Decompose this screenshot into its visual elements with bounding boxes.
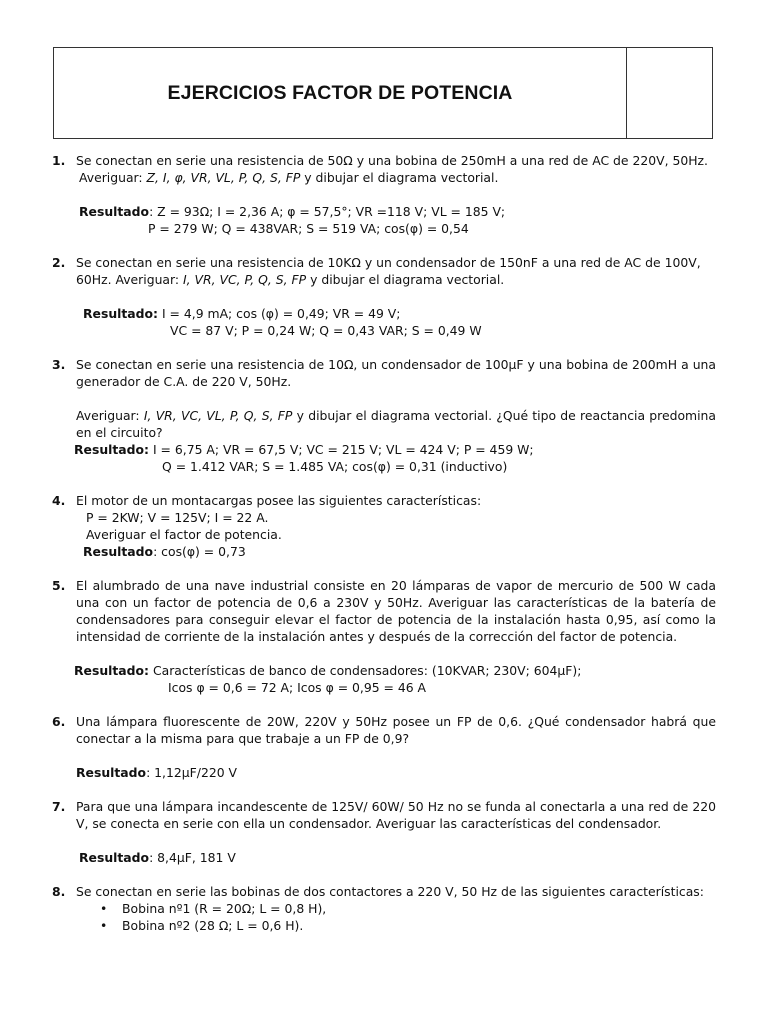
exercise-text: 60Hz. Averiguar: I, VR, VC, P, Q, S, FP y dibujar el diagrama vectorial. — [76, 272, 505, 287]
result-line: VC = 87 V; P = 0,24 W; Q = 0,43 VAR; S = 0,49 W — [170, 323, 482, 338]
exercise-number: 1. — [52, 153, 66, 168]
exercise-number: 6. — [52, 714, 66, 729]
exercise-3 — [52, 356, 716, 475]
result: Resultado: I = 6,75 A; VR = 67,5 V; VC = 215 V; VL = 424 V; P = 459 W; — [74, 442, 534, 457]
result-label: Resultado: — [74, 663, 150, 678]
result-line: Q = 1.412 VAR; S = 1.485 VA; cos(φ) = 0,31 (inductivo) — [162, 459, 508, 474]
exercise-text: El alumbrado de una nave industrial consiste en 20 lámparas de vapor de mercurio de 500 W cada una con un factor de potencia de 0,6 a 230V y 50Hz. Averiguar las características de la batería de condensadores para conseguir elevar el factor de potencia de la instalación hasta 0,95, así como la intensidad de corriente de la instalación antes y después de la corrección del factor de potencia. — [76, 578, 716, 644]
exercise-5 — [52, 577, 716, 696]
exercise-text: Se conectan en serie una resistencia de 50Ω y una bobina de 250mH a una red de AC de 220V, 50Hz. — [76, 153, 709, 168]
exercise-text: Se conectan en serie una resistencia de 10KΩ y un condensador de 150nF a una red de AC de 100V, — [76, 255, 701, 270]
exercise-number: 8. — [52, 884, 66, 899]
header-divider — [626, 48, 627, 138]
result-line: Icos φ = 0,6 = 72 A; Icos φ = 0,95 = 46 A — [168, 680, 427, 695]
result: Resultado: 1,12μF/220 V — [76, 765, 238, 780]
exercise-text: P = 2KW; V = 125V; I = 22 A. — [86, 510, 269, 525]
result-line: P = 279 W; Q = 438VAR; S = 519 VA; cos(φ) = 0,54 — [148, 221, 469, 236]
result: Resultado: I = 4,9 mA; cos (φ) = 0,49; VR = 49 V; — [83, 306, 401, 321]
result-label: Resultado — [76, 765, 147, 780]
title-box — [53, 47, 713, 139]
exercise-text: Averiguar: I, VR, VC, VL, P, Q, S, FP y dibujar el diagrama vectorial. ¿Qué tipo de reactancia predomina en el circuito? — [76, 408, 717, 440]
exercise-text: Una lámpara fluorescente de 20W, 220V y 50Hz posee un FP de 0,6. ¿Qué condensador habrá que conectar a la misma para que trabaje a un FP de 0,9? — [76, 714, 716, 746]
exercise-2 — [52, 254, 716, 339]
result-label: Resultado — [79, 850, 150, 865]
result: Resultado: Características de banco de condensadores: (10KVAR; 230V; 604μF); — [74, 663, 582, 678]
exercise-text: Se conectan en serie una resistencia de 10Ω, un condensador de 100μF y una bobina de 200mH a una generador de C.A. de 220 V, 50Hz. — [76, 357, 716, 389]
exercise-6 — [52, 713, 716, 781]
page-title: EJERCICIOS FACTOR DE POTENCIA — [167, 82, 513, 104]
exercise-7 — [52, 798, 716, 866]
result: Resultado: Z = 93Ω; I = 2,36 A; φ = 57,5°; VR =118 V; VL = 185 V; — [79, 204, 506, 219]
exercise-4 — [52, 492, 716, 560]
exercise-number: 2. — [52, 255, 66, 270]
exercise-text: Averiguar el factor de potencia. — [86, 527, 282, 542]
exercise-1 — [52, 152, 716, 237]
result-label: Resultado: — [83, 306, 159, 321]
exercise-text: Para que una lámpara incandescente de 125V/ 60W/ 50 Hz no se funda al conectarla a una red de 220 V, se conecta en serie con ella un condensador. Averiguar las características del condensador. — [76, 799, 716, 831]
exercise-8 — [52, 883, 716, 934]
bullet-item: • Bobina nº2 (28 Ω; L = 0,6 H). — [76, 917, 716, 934]
exercise-number: 5. — [52, 578, 66, 593]
result-label: Resultado — [83, 544, 154, 559]
exercise-number: 7. — [52, 799, 66, 814]
result: Resultado: 8,4μF, 181 V — [79, 850, 236, 865]
exercise-number: 3. — [52, 357, 66, 372]
exercise-text: Averiguar: Z, I, φ, VR, VL, P, Q, S, FP y dibujar el diagrama vectorial. — [79, 170, 499, 185]
bullet-item: • Bobina nº1 (R = 20Ω; L = 0,8 H), — [76, 900, 716, 917]
result-label: Resultado — [79, 204, 150, 219]
exercise-number: 4. — [52, 493, 66, 508]
result: Resultado: cos(φ) = 0,73 — [83, 544, 246, 559]
exercise-text: Se conectan en serie las bobinas de dos contactores a 220 V, 50 Hz de las siguientes características: — [76, 884, 704, 899]
exercise-list — [52, 152, 716, 934]
exercise-text: El motor de un montacargas posee las siguientes características: — [76, 493, 482, 508]
result-label: Resultado: — [74, 442, 150, 457]
